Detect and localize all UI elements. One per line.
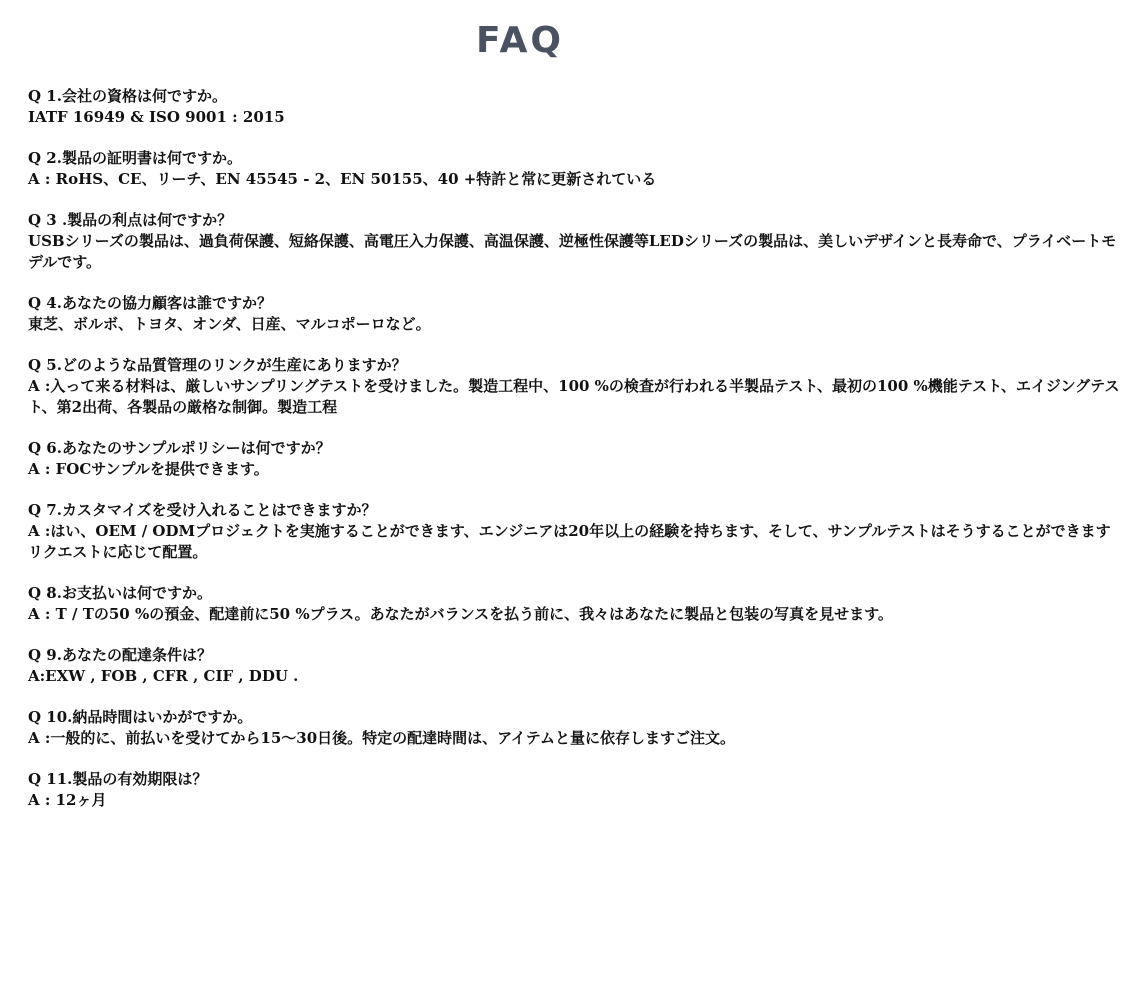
faq-question: Q 8.お支払いは何ですか。 (28, 584, 212, 602)
faq-item-6 (28, 438, 1122, 480)
faq-question: Q 2.製品の証明書は何ですか。 (28, 149, 242, 167)
faq-answer: A :入って来る材料は、厳しいサンプリングテストを受けました。製造工程中、100 %の検査が行われる半製品テスト、最初の100 %機能テスト、エイジングテスト、第2出荷、各製品の厳格な制御。製造工程 (28, 377, 1120, 416)
faq-answer: A :一般的に、前払いを受けてから15～30日後。特定の配達時間は、アイテムと量に依存しますご注文。 (28, 729, 736, 747)
faq-question: Q 11.製品の有効期限は？ (28, 770, 208, 788)
faq-answer: A : RoHS、CE、リーチ、EN 45545 - 2、EN 50155、40 +特許と常に更新されている (28, 170, 657, 188)
faq-list (28, 86, 1122, 831)
faq-answer: USBシリーズの製品は、過負荷保護、短絡保護、高電圧入力保護、高温保護、逆極性保護等LEDシリーズの製品は、美しいデザインと長寿命で、プライベートモデルです。 (28, 232, 1117, 271)
faq-item-3 (28, 210, 1122, 273)
faq-question: Q 4.あなたの協力顧客は誰ですか？ (28, 294, 272, 312)
faq-item-4 (28, 293, 1122, 335)
faq-answer: A : T / Tの50 %の預金、配達前に50 %プラス。あなたがバランスを払う前に、我々はあなたに製品と包装の写真を見せます。 (28, 605, 893, 623)
faq-answer: A : 12ヶ月 (28, 791, 107, 809)
faq-question: Q 7.カスタマイズを受け入れることはできますか？ (28, 501, 377, 519)
faq-question: Q 1.会社の資格は何ですか。 (28, 87, 227, 105)
faq-answer: IATF 16949 & ISO 9001 : 2015 (28, 108, 285, 126)
faq-item-7 (28, 500, 1122, 563)
faq-question: Q 6.あなたのサンプルポリシーは何ですか？ (28, 439, 331, 457)
page-title: FAQ (476, 20, 564, 61)
faq-question: Q 9.あなたの配達条件は？ (28, 646, 212, 664)
faq-item-2 (28, 148, 1122, 190)
faq-item-10 (28, 707, 1122, 749)
faq-item-8 (28, 583, 1122, 625)
faq-answer: A :はい、OEM / ODMプロジェクトを実施することができます、エンジニアは20年以上の経験を持ちます、そして、サンプルテストはそうすることができますリクエストに応じて配置。 (28, 522, 1111, 561)
faq-question: Q 3 .製品の利点は何ですか？ (28, 211, 233, 229)
faq-answer: A:EXW , FOB , CFR , CIF , DDU . (28, 667, 299, 685)
faq-question: Q 5.どのような品質管理のリンクが生産にありますか？ (28, 356, 407, 374)
faq-question: Q 10.納品時間はいかがですか。 (28, 708, 253, 726)
faq-item-11 (28, 769, 1122, 811)
faq-item-9 (28, 645, 1122, 687)
faq-answer: A : FOCサンプルを提供できます。 (28, 460, 269, 478)
faq-item-5 (28, 355, 1122, 418)
faq-answer: 東芝、ボルボ、トヨタ、オンダ、日産、マルコポーロなど。 (28, 315, 431, 333)
faq-item-1 (28, 86, 1122, 128)
